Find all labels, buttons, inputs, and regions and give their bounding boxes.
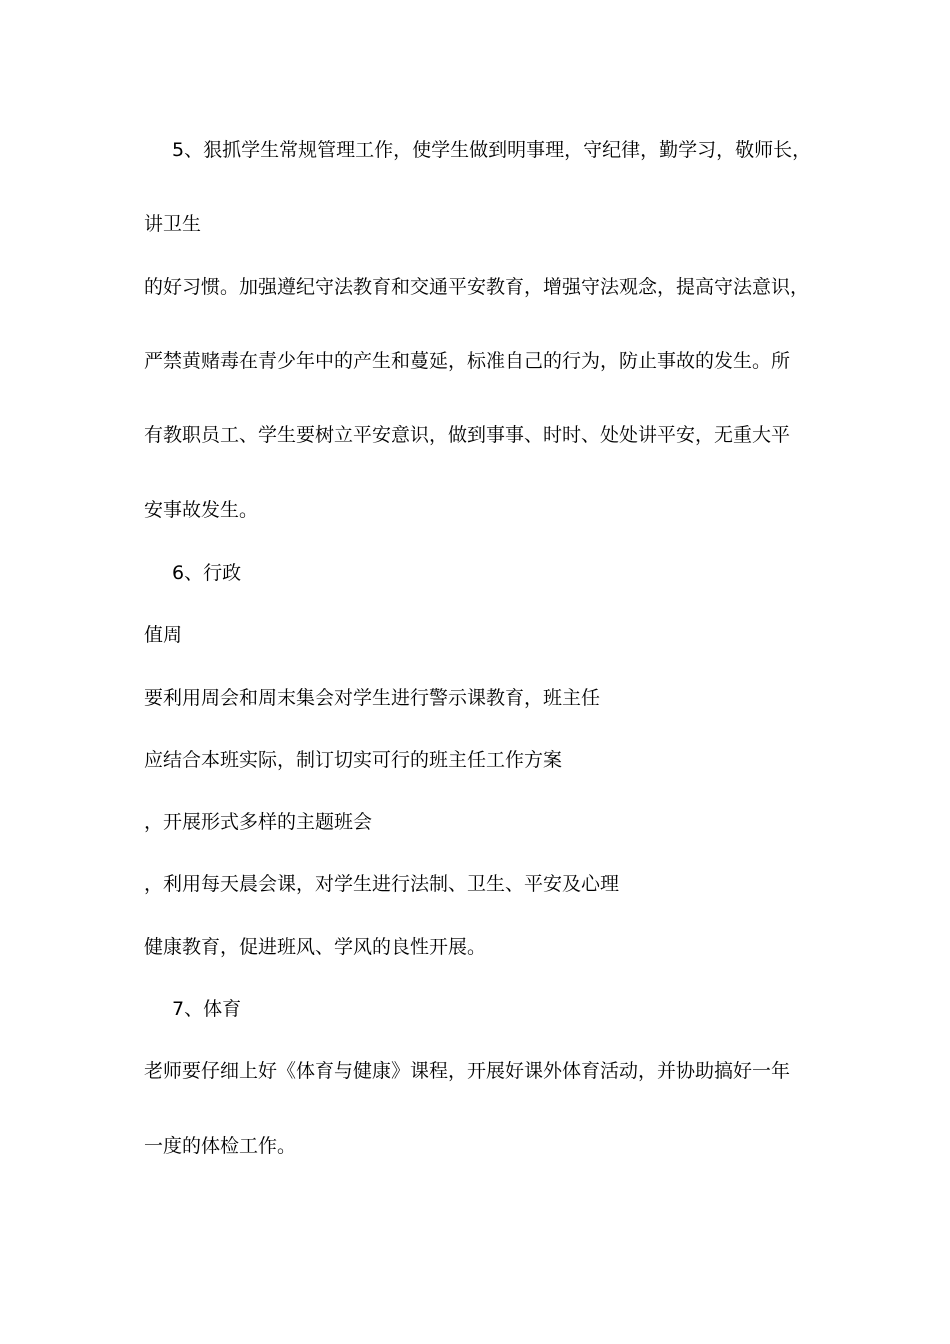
- paragraph-5-heading-line: 5、狠抓学生常规管理工作，使学生做到明事理，守纪律，勤学习，敬师长，: [172, 139, 812, 161]
- text-line: 应结合本班实际，制订切实可行的班主任工作方案: [144, 749, 563, 771]
- text-line: ，开展形式多样的主题班会: [144, 811, 373, 833]
- text-line: ，利用每天晨会课，对学生进行法制、卫生、平安及心理: [144, 873, 620, 895]
- text-line: 老师要仔细上好《体育与健康》课程，开展好课外体育活动，并协助搞好一年: [144, 1060, 791, 1082]
- section-6-heading: 6、行政: [172, 562, 242, 584]
- text-line: 讲卫生: [144, 213, 202, 235]
- text-line: 有教职员工、学生要树立平安意识，做到事事、时时、处处讲平安，无重大平: [144, 424, 791, 446]
- text-line: 要利用周会和周末集会对学生进行警示课教育，班主任: [144, 687, 601, 709]
- text-line: 一度的体检工作。: [144, 1135, 297, 1157]
- text-line: 安事故发生。: [144, 499, 259, 521]
- section-7-heading: 7、体育: [172, 998, 242, 1020]
- text-line: 值周: [144, 624, 183, 646]
- text-line: 的好习惯。加强遵纪守法教育和交通平安教育，增强守法观念，提高守法意识，: [144, 276, 810, 298]
- text-line: 严禁黄赌毒在青少年中的产生和蔓延，标准自己的行为，防止事故的发生。所: [144, 350, 791, 372]
- text-line: 健康教育，促进班风、学风的良性开展。: [144, 936, 487, 958]
